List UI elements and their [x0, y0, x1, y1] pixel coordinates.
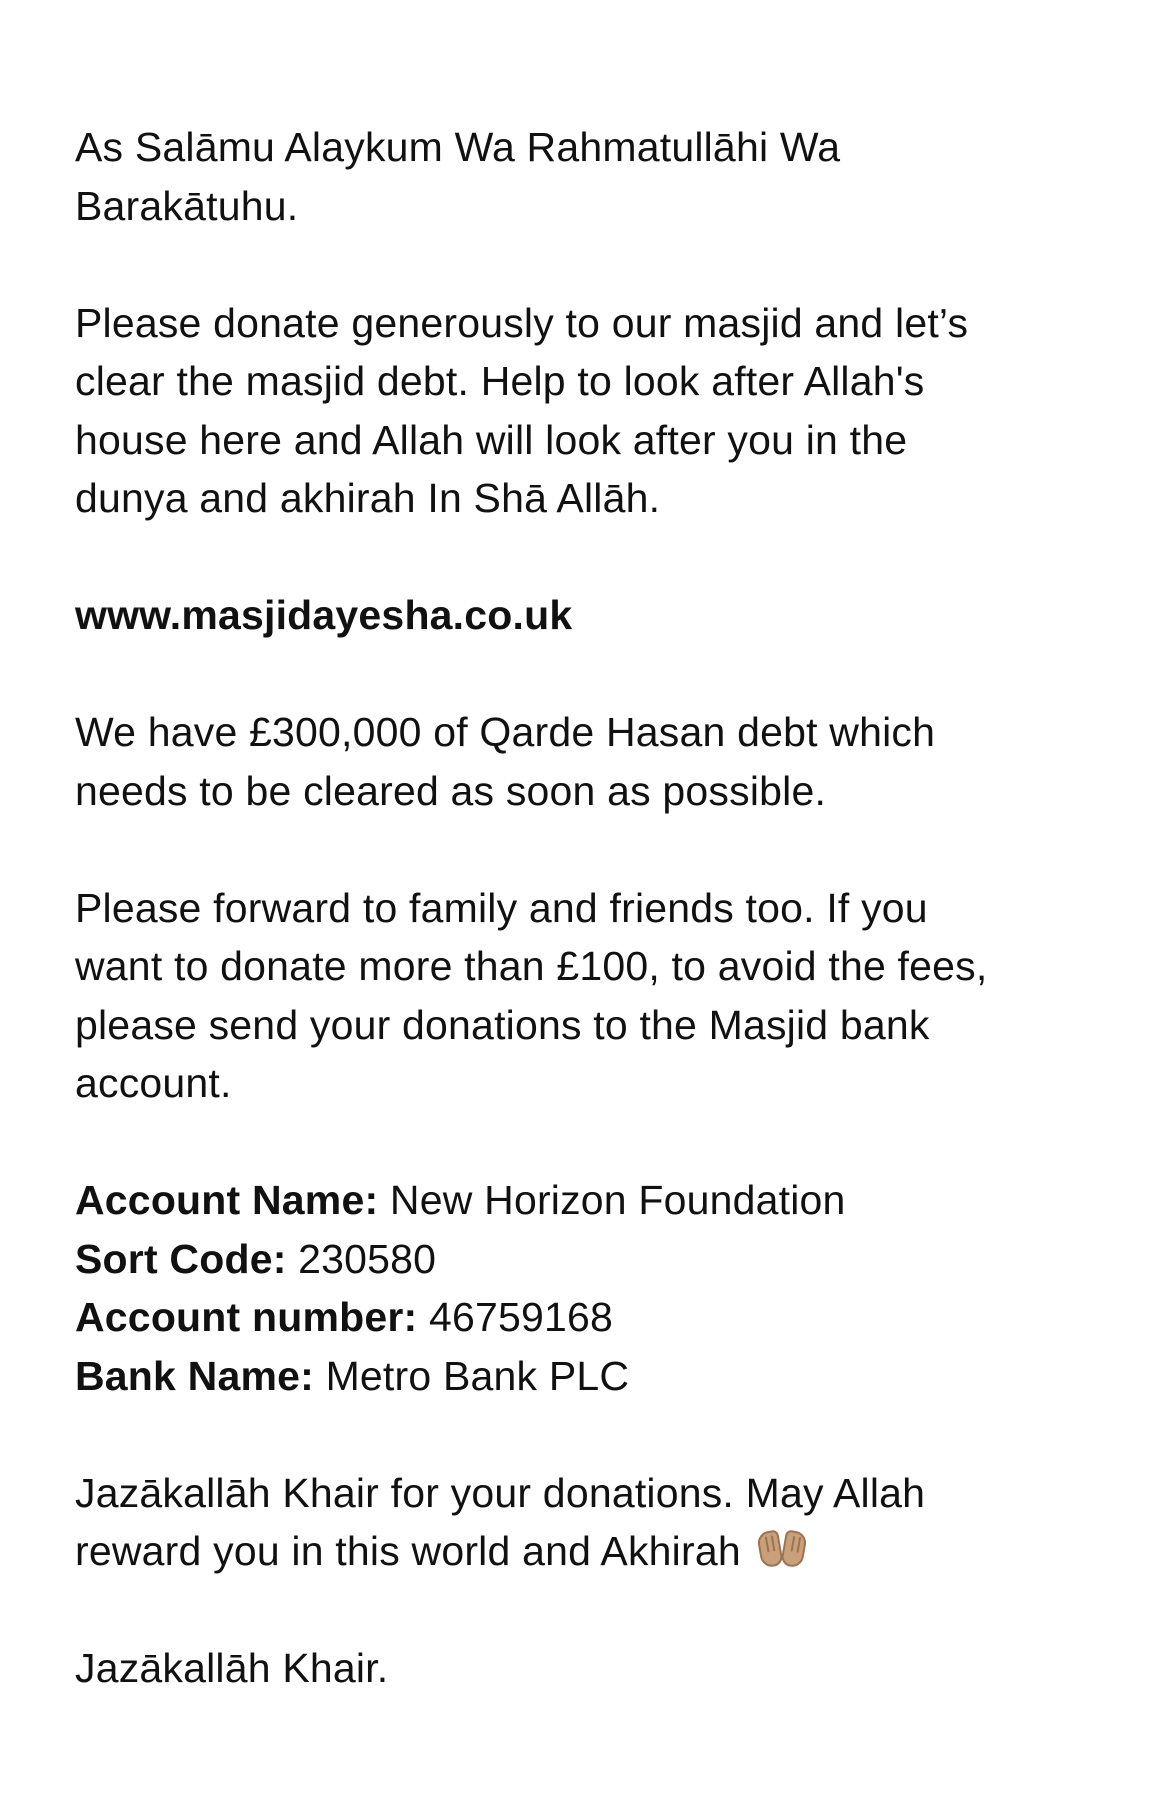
- debt-paragraph: [75, 703, 1095, 820]
- message-body: [75, 118, 1095, 1698]
- forward-line-3: please send your donations to the Masjid bank: [75, 1001, 930, 1048]
- bank-name-label: Bank Name:: [75, 1352, 314, 1399]
- account-name-value: New Horizon Foundation: [389, 1177, 846, 1223]
- debt-line-1: We have £300,000 of Qarde Hasan debt which: [75, 709, 936, 755]
- website-paragraph: [75, 586, 1095, 645]
- thanks-line-1: Jazākallāh Khair for your donations. May Allah: [75, 1469, 926, 1516]
- appeal-line-2: clear the masjid debt. Help to look after Allah's: [75, 358, 925, 404]
- right-palm-shape: [780, 1529, 808, 1568]
- forward-paragraph: [75, 879, 1095, 1113]
- bank-name-row: [75, 1347, 1095, 1406]
- debt-line-2: needs to be cleared as soon as possible.: [75, 767, 827, 814]
- appeal-line-4: dunya and akhirah In Shā Allāh.: [75, 475, 661, 521]
- account-name-row: [75, 1171, 1095, 1230]
- appeal-paragraph: [75, 294, 1095, 528]
- closing-line: Jazākallāh Khair.: [75, 1645, 389, 1691]
- greeting-line-1: As Salāmu Alaykum Wa Rahmatullāhi Wa: [75, 124, 841, 170]
- appeal-line-1: Please donate generously to our masjid and let’s: [75, 299, 969, 346]
- account-number-row: [75, 1288, 1095, 1347]
- website-link[interactable]: www.masjidayesha.co.uk: [75, 592, 573, 638]
- bank-details: [75, 1171, 1095, 1405]
- forward-line-1: Please forward to family and friends too. If you: [75, 884, 928, 931]
- appeal-line-3: house here and Allah will look after you in the: [75, 416, 908, 463]
- thanks-line-2: reward you in this world and Akhirah: [75, 1528, 741, 1574]
- account-number-label: Account number:: [75, 1294, 418, 1340]
- greeting-paragraph: [75, 118, 1095, 235]
- sort-code-label: Sort Code:: [75, 1235, 287, 1282]
- left-palm-shape: [756, 1529, 784, 1568]
- palms-up-together-icon: [758, 1529, 806, 1571]
- account-name-label: Account Name:: [75, 1177, 379, 1223]
- forward-line-4: account.: [75, 1060, 232, 1106]
- closing-paragraph: [75, 1639, 1095, 1698]
- account-number-value: 46759168: [429, 1294, 614, 1340]
- sort-code-value: 230580: [298, 1235, 437, 1282]
- sort-code-row: [75, 1230, 1095, 1289]
- forward-line-2: want to donate more than £100, to avoid the fees,: [75, 943, 988, 989]
- greeting-line-2: Barakātuhu.: [75, 182, 299, 229]
- thanks-paragraph: [75, 1464, 1095, 1581]
- bank-name-value: Metro Bank PLC: [325, 1352, 630, 1399]
